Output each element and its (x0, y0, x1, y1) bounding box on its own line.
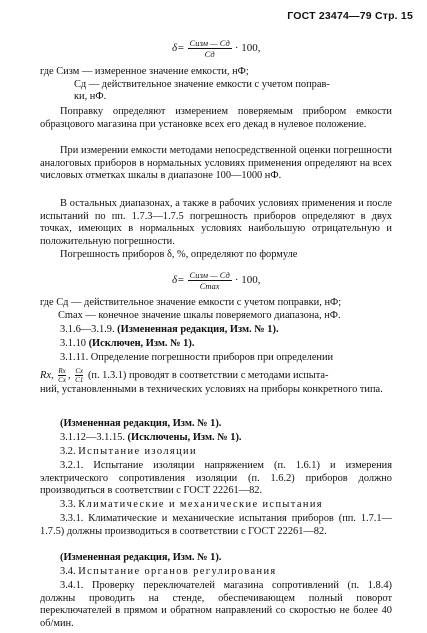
section-3-1-11-line-1: 3.1.11. Определение погрешности приборов при определении (60, 352, 334, 363)
cx-c1-fraction (75, 367, 83, 384)
formula-2-denominator: Cmax (199, 281, 220, 291)
formula-2-lhs: δ= (172, 274, 185, 287)
section-3-3-heading (40, 499, 392, 512)
formula-1-lhs: δ= (172, 42, 185, 55)
section-3-3-title: Климатические и механические испытания (78, 499, 323, 510)
section-3-4-number: 3.4. (60, 566, 79, 577)
formula-1-numerator: Cизм — Cд (189, 38, 230, 48)
page-header: ГОСТ 23474—79 Стр. 15 (287, 10, 413, 22)
section-3-1-6-number: 3.1.6—3.1.9. (60, 324, 118, 335)
section-3-1-10-note: (Исключен, Изм. № 1). (88, 338, 195, 349)
section-3-3-1: 3.3.1. Климатические и механические испытания приборов (пп. 1.7.1—1.7.5) должны производиться в соответствии с ГОСТ 22261—82. (40, 513, 392, 537)
section-3-4-heading (40, 566, 392, 579)
formula-2-tail: · 100, (234, 274, 261, 287)
cx-c1-num: Cx (75, 366, 84, 375)
where-1-line-2: Cд — действительное значение емкости с учетом поправ- (74, 78, 330, 90)
amendment-note-2: (Измененная редакция, Изм. № 1). (60, 552, 222, 563)
where-1-line-3: ки, нФ. (74, 91, 107, 103)
formula-2 (172, 270, 260, 291)
rx-cx-num: Rx (58, 366, 66, 375)
where-2-line-2: Cmax — конечное значение шкалы поверяемого диапазона, нФ. (58, 309, 341, 321)
paragraph-direct-evaluation: При измерении емкости методами непосредственной оценки погрешности аналоговых приборов в нормальных условиях применения определяют на всех числовых отметках шкалы в диапазоне 100—1000 нФ. (40, 145, 392, 182)
where-block-1 (40, 66, 392, 104)
section-3-1-10-number: 3.1.10 (60, 338, 89, 349)
section-3-1-12-note: (Исключены, Изм. № 1). (127, 432, 242, 443)
section-3-1-11-line-3: ний, установленными в технических условиях на приборы конкретного типа. (40, 383, 383, 395)
section-3-4-title: Испытание органов регулирования (78, 566, 277, 577)
formula-2-numerator: Cизм — Cд (189, 270, 230, 280)
where-block-2 (40, 297, 392, 322)
formula-1-denominator: Cд (204, 49, 215, 59)
paragraph-other-ranges: В остальных диапазонах, а также в рабочих условиях применения и после испытаний по пп. 1.7.3—1.7.5 погрешность приборов определяют в двух точках, имеющих в нормальных условиях наибольшую отрицательную и положительную погрешности. (40, 198, 392, 247)
rx-symbol: Rx, (40, 369, 54, 381)
section-3-1-12 (40, 432, 392, 445)
formula-1-tail: · 100, (234, 42, 261, 55)
section-3-2-1: 3.2.1. Испытание изоляции напряжением (п. 1.6.1) и измерения электрического сопротивления изоляции (п. 1.6.2) приборов должно производиться в соответствии с ГОСТ 22261—82. (40, 460, 392, 497)
paragraph-correction: Поправку определяют измерением поверяемым прибором емкости образцового магазина при установке всех его декад в нулевое положение. (40, 106, 392, 130)
paragraph-error-formula-intro: Погрешность приборов δ, %, определяют по формуле (60, 249, 298, 260)
rx-cx-fraction (58, 367, 66, 384)
section-3-1-6-note: (Измененная редакция, Изм. № 1). (117, 324, 279, 335)
where-2-line-1: где Cд — действительное значение емкости с учетом поправки, нФ; (40, 297, 342, 308)
section-3-2-title: Испытание изоляции (78, 446, 197, 457)
section-3-2-number: 3.2. (60, 446, 79, 457)
section-3-1-11-line-2: Rx, $\frac{Rx}{Cx}$ , $\frac{Cx}{C1}$ (п. 1.3.1) проводят в соответствии с методами испыта- (40, 366, 329, 384)
section-3-1-10 (40, 338, 392, 351)
section-3-1-12-number: 3.1.12—3.1.15. (60, 432, 128, 443)
rx-cx-den: Cx (58, 375, 66, 384)
section-3-1-11 (40, 352, 392, 396)
cx-c1-den: C1 (75, 375, 84, 384)
formula-1-fraction (188, 38, 232, 59)
section-3-2-heading (40, 446, 392, 459)
formula-1 (172, 38, 260, 59)
section-3-3-number: 3.3. (60, 499, 79, 510)
section-3-1-11-line-2-text: (п. 1.3.1) проводят в соответствии с методами испыта- (87, 369, 329, 381)
where-1-line-1: где Cизм — измеренное значение емкости, нФ; (40, 66, 249, 77)
formula-2-fraction (188, 270, 232, 291)
amendment-note-1: (Измененная редакция, Изм. № 1). (60, 418, 222, 429)
section-3-4-1: 3.4.1. Проверку переключателей магазина сопротивлений (п. 1.8.4) должны проводить на стенде, обеспечивающем полный поворот переключателей в прямом и обратном направлений со скоростью не более 40 об/мин. (40, 580, 392, 629)
section-3-1-6 (40, 324, 392, 337)
